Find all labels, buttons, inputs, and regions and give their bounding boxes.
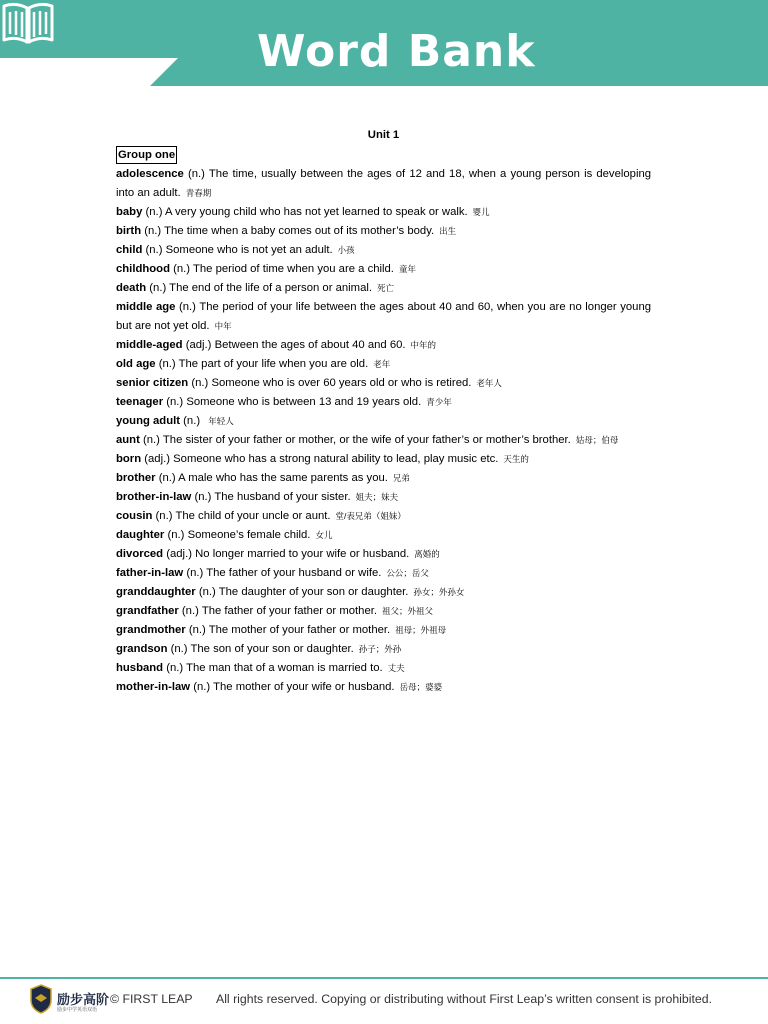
entry-term: middle age [116, 301, 176, 313]
group-label: Group one [116, 146, 177, 164]
entry-definition: The mother of your father or mother. [208, 624, 391, 636]
entry-term: husband [116, 662, 164, 674]
footer [30, 984, 750, 1016]
entry-chinese: 祖母；外祖母 [395, 625, 447, 635]
entry-part-of-speech: (adj.) [166, 548, 192, 560]
entry-part-of-speech: (n.) [158, 472, 176, 484]
word-entry [116, 545, 651, 564]
entry-chinese: 小孩 [337, 245, 355, 255]
entry-definition: The part of your life when you are old. [178, 358, 369, 370]
entry-term: aunt [116, 434, 140, 446]
word-entry [116, 355, 651, 374]
word-entry [116, 583, 651, 602]
entry-part-of-speech: (n.) [143, 434, 160, 446]
entry-definition: The time, usually between the ages of 12 and 18, when a young person is developing into an adult. [116, 168, 652, 199]
entry-term: death [116, 282, 147, 294]
entry-part-of-speech: (n.) [198, 586, 216, 598]
page-title: Word Bank [257, 26, 536, 77]
entry-term: adolescence [116, 168, 184, 180]
word-entry [116, 564, 651, 583]
word-entry [116, 469, 651, 488]
entry-chinese: 老年人 [476, 378, 502, 388]
entry-term: mother-in-law [116, 681, 191, 693]
entry-definition: Someone who is over 60 years old or who is retired. [211, 377, 472, 389]
shield-logo-icon [30, 984, 52, 1014]
word-entry [116, 222, 651, 241]
entry-chinese: 兄弟 [392, 473, 410, 483]
entry-chinese: 年轻人 [208, 416, 234, 426]
entry-definition: A very young child who has not yet learned to speak or walk. [164, 206, 468, 218]
footer-divider [0, 977, 768, 979]
entry-definition: No longer married to your wife or husband. [195, 548, 410, 560]
entry-part-of-speech: (n.) [145, 244, 163, 256]
word-list [116, 126, 651, 697]
entry-definition: The mother of your wife or husband. [213, 681, 395, 693]
entry-term: brother-in-law [116, 491, 192, 503]
word-entry [116, 488, 651, 507]
entry-chinese: 孙女；外孙女 [413, 587, 465, 597]
entry-part-of-speech: (n.) [145, 206, 163, 218]
entry-part-of-speech: (n.) [181, 605, 199, 617]
unit-title: Unit 1 [367, 129, 400, 141]
word-entry [116, 602, 651, 621]
entry-part-of-speech: (n.) [194, 491, 212, 503]
entry-definition: The husband of your sister. [214, 491, 351, 503]
entry-part-of-speech: (n.) [144, 225, 162, 237]
entry-part-of-speech: (n.) [193, 681, 211, 693]
entry-term: young adult [116, 415, 181, 427]
entry-chinese: 孙子；外孙 [358, 644, 402, 654]
entry-term: senior citizen [116, 377, 189, 389]
word-entry [116, 640, 651, 659]
entry-term: divorced [116, 548, 164, 560]
entry-part-of-speech: (adj.) [144, 453, 170, 465]
entry-definition: The sister of your father or mother, or the wife of your father’s or mother’s brother. [162, 434, 571, 446]
entry-part-of-speech: (n.) [167, 529, 185, 541]
entry-part-of-speech: (n.) [179, 301, 196, 313]
entry-part-of-speech: (n.) [149, 282, 167, 294]
entry-term: daughter [116, 529, 165, 541]
word-entry [116, 431, 651, 450]
word-entry [116, 260, 651, 279]
entry-term: baby [116, 206, 143, 218]
entry-chinese: 丈夫 [387, 663, 405, 673]
entry-part-of-speech: (adj.) [185, 339, 212, 351]
word-entry [116, 241, 651, 260]
word-entry [116, 659, 651, 678]
entry-definition: Someone who is not yet an adult. [165, 244, 333, 256]
entry-term: child [116, 244, 143, 256]
word-entry [116, 450, 651, 469]
entry-chinese: 老年 [373, 359, 391, 369]
entry-term: brother [116, 472, 156, 484]
entry-chinese: 中年 [214, 321, 232, 331]
entry-part-of-speech: (n.) [155, 510, 173, 522]
word-entry [116, 165, 651, 203]
entry-part-of-speech: (n.) [188, 624, 206, 636]
entry-chinese: 天生的 [503, 454, 529, 464]
header-banner [0, 0, 768, 86]
entry-term: father-in-law [116, 567, 184, 579]
entry-chinese: 出生 [439, 226, 457, 236]
entry-chinese: 青少年 [426, 397, 452, 407]
entry-definition: Someone who has a strong natural ability to lead, play music etc. [173, 453, 499, 465]
entries-container [116, 165, 651, 697]
entry-definition: The period of your life between the ages about 40 and 60, when you are no longer young but are not yet old. [116, 301, 652, 332]
entry-term: cousin [116, 510, 153, 522]
word-entry [116, 678, 651, 697]
entry-chinese: 死亡 [377, 283, 395, 293]
word-entry [116, 412, 651, 431]
entry-chinese: 岳母；婆婆 [399, 682, 443, 692]
entry-definition: A male who has the same parents as you. [178, 472, 388, 484]
entry-definition: The period of time when you are a child. [193, 263, 394, 275]
word-entry [116, 507, 651, 526]
brand-subtitle: 励步中学英语双语 [57, 1007, 98, 1013]
entry-term: grandfather [116, 605, 179, 617]
entry-part-of-speech: (n.) [166, 396, 184, 408]
entry-part-of-speech: (n.) [173, 263, 191, 275]
word-entry [116, 374, 651, 393]
entry-chinese: 童年 [398, 264, 416, 274]
entry-part-of-speech: (n.) [191, 377, 209, 389]
entry-term: middle-aged [116, 339, 183, 351]
entry-part-of-speech: (n.) [166, 662, 184, 674]
entry-definition: The father of your father or mother. [201, 605, 378, 617]
entry-term: teenager [116, 396, 164, 408]
rights-text: All rights reserved. Copying or distributing without First Leap’s written consent is prohibited. [216, 992, 712, 1006]
entry-definition: The son of your son or daughter. [190, 643, 354, 655]
entry-chinese: 女儿 [315, 530, 333, 540]
entry-part-of-speech: (n.) [158, 358, 176, 370]
word-entry [116, 393, 651, 412]
entry-term: childhood [116, 263, 170, 275]
word-entry [116, 621, 651, 640]
open-book-icon [0, 0, 56, 48]
entry-chinese: 中年的 [410, 340, 437, 350]
word-entry [116, 336, 651, 355]
entry-term: born [116, 453, 142, 465]
entry-definition: Someone who is between 13 and 19 years old. [186, 396, 422, 408]
entry-term: old age [116, 358, 156, 370]
entry-chinese: 离婚的 [414, 549, 440, 559]
entry-chinese: 堂/表兄弟（姐妹） [335, 511, 406, 521]
entry-definition: Between the ages of about 40 and 60. [214, 339, 406, 351]
entry-definition: The time when a baby comes out of its mother’s body. [164, 225, 435, 237]
entry-definition: The man that of a woman is married to. [186, 662, 383, 674]
entry-definition: The father of your husband or wife. [206, 567, 382, 579]
entry-chinese: 青春期 [185, 188, 212, 198]
entry-chinese: 婴儿 [472, 207, 490, 217]
entry-part-of-speech: (n.) [183, 415, 201, 427]
entry-term: grandson [116, 643, 168, 655]
entry-chinese: 姑母；伯母 [575, 435, 619, 445]
entry-term: birth [116, 225, 142, 237]
entry-definition: The end of the life of a person or animal. [169, 282, 373, 294]
entry-part-of-speech: (n.) [170, 643, 188, 655]
entry-term: granddaughter [116, 586, 196, 598]
entry-chinese: 公公；岳父 [386, 568, 429, 578]
copyright-text: © FIRST LEAP [110, 992, 193, 1006]
word-entry [116, 526, 651, 545]
word-entry [116, 203, 651, 222]
entry-definition: The daughter of your son or daughter. [218, 586, 409, 598]
entry-part-of-speech: (n.) [187, 168, 205, 180]
brand-name: 励步高阶 [57, 992, 110, 1007]
entry-term: grandmother [116, 624, 186, 636]
word-entry [116, 298, 651, 336]
entry-part-of-speech: (n.) [186, 567, 204, 579]
entry-chinese: 姐夫；妹夫 [355, 492, 399, 502]
entry-definition: Someone’s female child. [187, 529, 311, 541]
word-entry [116, 279, 651, 298]
entry-definition: The child of your uncle or aunt. [175, 510, 331, 522]
entry-chinese: 祖父；外祖父 [382, 606, 434, 616]
